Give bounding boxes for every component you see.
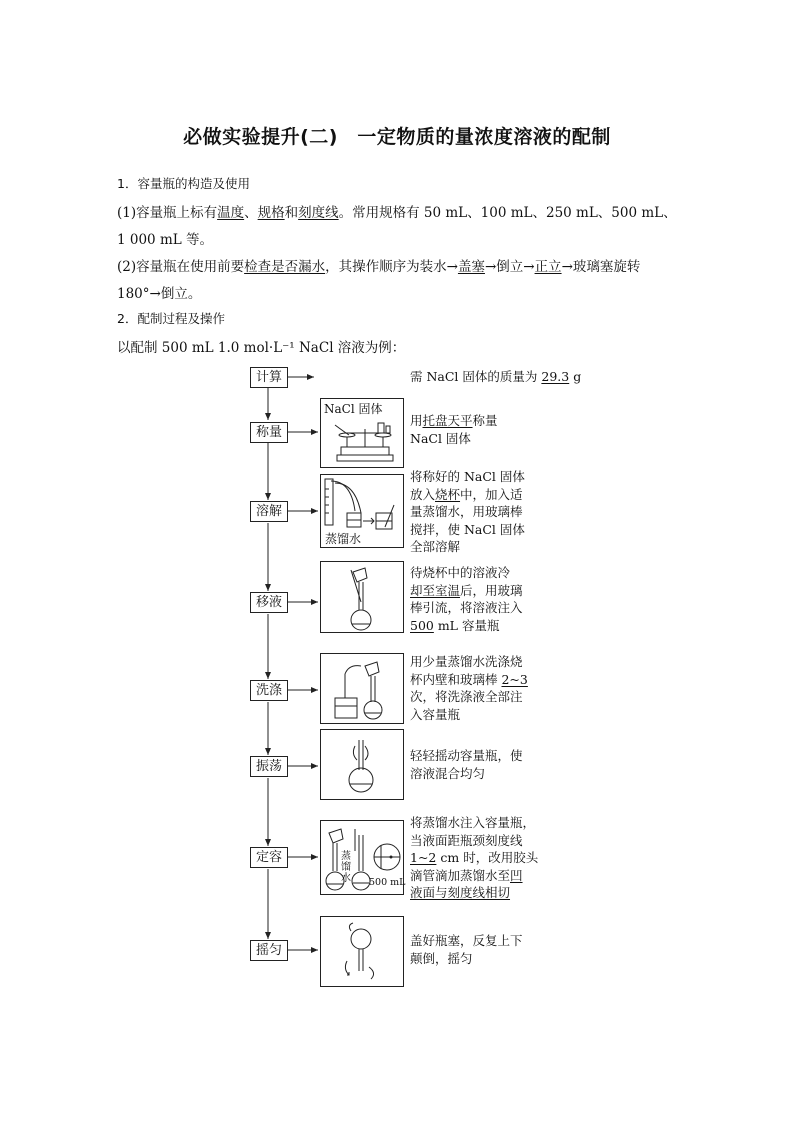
hand-flask-icon	[321, 730, 403, 799]
desc-shake: 轻轻摇动容量瓶，使 溶液混合均匀	[410, 748, 523, 781]
wash-bottle-icon	[321, 654, 403, 723]
step-mix: 摇匀	[250, 940, 288, 961]
para2-line1: (2)容量瓶在使用前要检查是否漏水，其操作顺序为装水→盖塞→倒立→正立→玻璃塞旋转	[117, 259, 641, 275]
step-weigh: 称量	[250, 422, 288, 443]
desc-transfer: 待烧杯中的溶液冷 却至室温后，用玻璃 棒引流，将溶液注入 500 mL 容量瓶	[410, 565, 523, 633]
step-shake: 振荡	[250, 756, 288, 777]
distilled-water-label: 蒸馏水	[325, 532, 362, 546]
step-wash: 洗涤	[250, 680, 288, 701]
step-transfer: 移液	[250, 592, 288, 613]
step-volume: 定容	[250, 847, 288, 868]
shake-illustration	[320, 729, 404, 800]
para1-line2: 1 000 mL 等。	[117, 232, 213, 248]
wash-illustration	[320, 653, 404, 724]
invert-flask-icon	[321, 917, 403, 986]
flask-icon	[321, 562, 403, 632]
weigh-illustration	[320, 398, 404, 468]
para2-line2: 180°→倒立。	[117, 286, 202, 302]
volume-illustration	[320, 820, 404, 895]
transfer-illustration	[320, 561, 404, 633]
volume-500ml-label: 500 mL	[369, 877, 406, 888]
volume-water-label: 蒸馏水	[341, 851, 351, 884]
desc-calculate: 需 NaCl 固体的质量为 29.3 g	[410, 369, 582, 384]
section1-heading: 1．容量瓶的构造及使用	[117, 176, 250, 191]
desc-wash: 用少量蒸馏水洗涤烧 杯内壁和玻璃棒 2~3 次，将洗涤液全部注 入容量瓶	[410, 654, 528, 722]
mix-illustration	[320, 916, 404, 987]
page-title: 必做实验提升(二) 一定物质的量浓度溶液的配制	[183, 126, 611, 148]
desc-weigh: 用托盘天平称量 NaCl 固体	[410, 413, 498, 446]
desc-volume: 将蒸馏水注入容量瓶， 当液面距瓶颈刻度线 1~2 cm 时，改用胶头 滴管滴加蒸馏水至凹 液面与刻度线相切	[410, 815, 539, 900]
section2-heading: 2．配制过程及操作	[117, 311, 225, 326]
balance-icon	[321, 399, 403, 467]
section2-intro: 以配制 500 mL 1.0 mol·L⁻¹ NaCl 溶液为例：	[117, 340, 406, 356]
desc-dissolve: 将称好的 NaCl 固体 放入烧杯中，加入适 量蒸馏水，用玻璃棒 搅拌，使 NaCl 固体 全部溶解	[410, 469, 525, 554]
step-calculate: 计算	[250, 367, 288, 388]
desc-mix: 盖好瓶塞，反复上下 颠倒，摇匀	[410, 933, 523, 966]
nacl-label: NaCl 固体	[324, 402, 383, 416]
para1-line1: (1)容量瓶上标有温度、规格和刻度线。常用规格有 50 mL、100 mL、250 mL、500 mL、	[117, 205, 677, 221]
step-dissolve: 溶解	[250, 501, 288, 522]
dissolve-illustration	[320, 474, 404, 548]
